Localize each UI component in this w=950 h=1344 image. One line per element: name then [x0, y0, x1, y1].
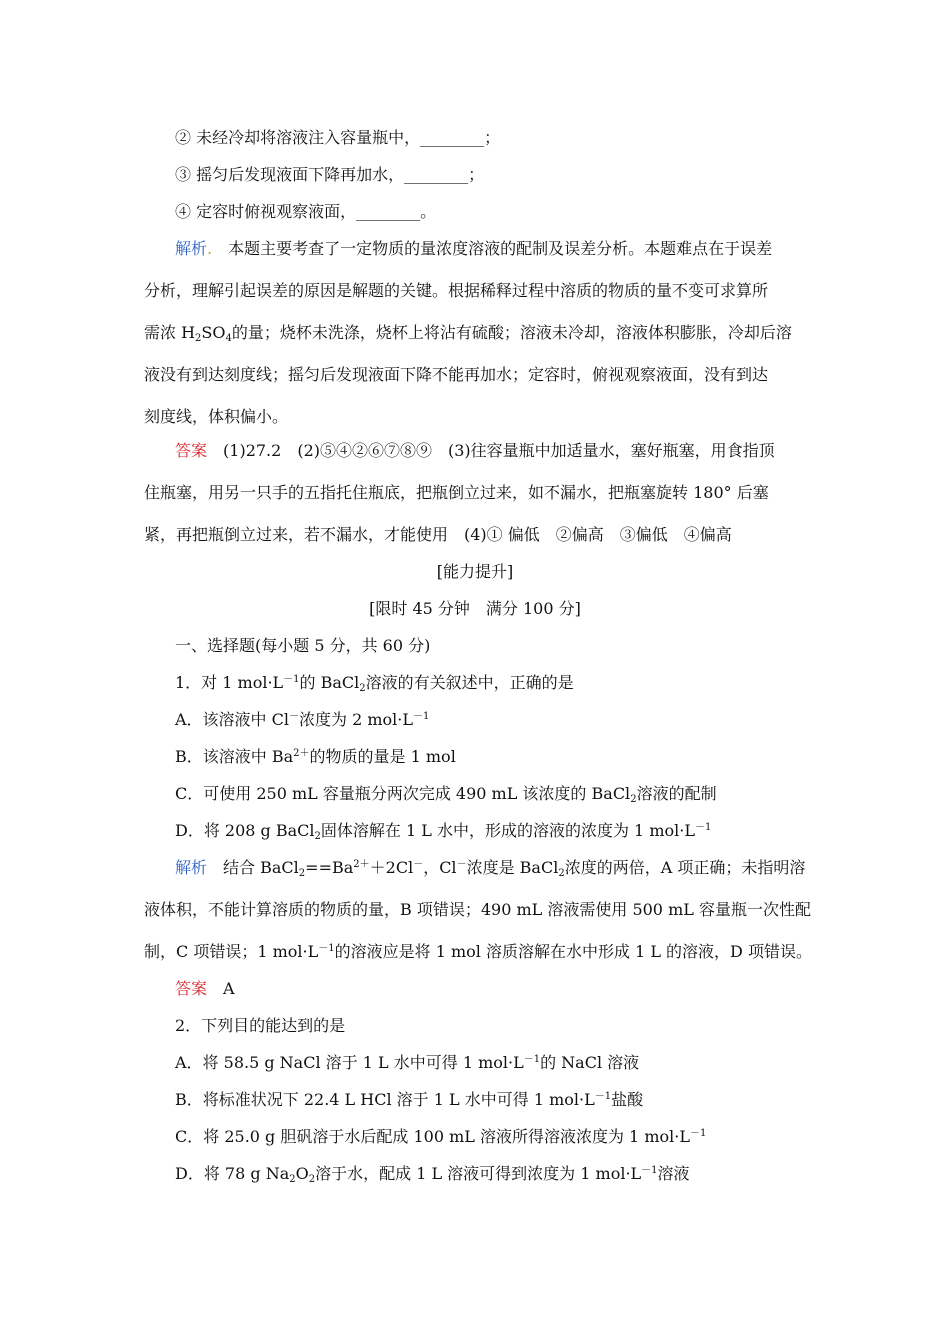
superscript: 2＋: [353, 859, 370, 870]
part-heading: 一、选择题(每小题 5 分，共 60 分): [175, 636, 431, 655]
text: 的溶液应是将 1 mol 溶质溶解在水中形成 1 L 的溶液，D 项错误。: [334, 942, 812, 961]
answer-label: 答案: [175, 979, 208, 998]
subscript: 2: [308, 1174, 316, 1185]
analysis-paragraph-line: 分析，理解引起误差的原因是解题的关键。根据稀释过程中溶质的物质的量不变可求算所: [144, 281, 769, 300]
text: 溶液的配制: [636, 784, 717, 803]
text: ，Cl: [423, 858, 457, 877]
question-1-option-c: [175, 784, 717, 804]
analysis-paragraph-line: 液没有到达刻度线；摇匀后发现液面下降不能再加水；定容时，俯视观察液面，没有到达: [144, 365, 769, 384]
superscript: －1: [283, 674, 300, 685]
answer-text: A: [223, 979, 235, 998]
subscript: 4: [225, 333, 232, 344]
analysis-text: 本题主要考查了一定物质的量浓度溶液的配制及误差分析。本题难点在于误差: [228, 239, 773, 258]
question-1-stem: [175, 673, 574, 693]
text: C．可使用 250 mL 容量瓶分两次完成 490 mL 该浓度的 BaCl: [175, 784, 631, 803]
superscript: －1: [641, 1165, 658, 1176]
text: 的 BaCl: [299, 673, 360, 692]
question-1-option-d: [175, 821, 711, 841]
text: O: [295, 1164, 309, 1183]
question-2-option-b: [175, 1090, 643, 1110]
analysis-paragraph-line: [144, 942, 812, 962]
superscript: －1: [413, 711, 430, 722]
text: 1．对 1 mol·L: [175, 673, 284, 692]
sub-question-4: ④ 定容时俯视观察液面，________。: [175, 202, 437, 221]
analysis-paragraph-line: [175, 239, 772, 259]
answer-paragraph-line: [175, 979, 235, 999]
answer-paragraph-line: 住瓶塞，用另一只手的五指托住瓶底，把瓶倒立过来，如不漏水，把瓶塞旋转 180° 后塞: [144, 483, 769, 502]
analysis-text: 需浓 H: [144, 323, 196, 342]
text: 制，C 项错误；1 mol·L: [144, 942, 319, 961]
analysis-paragraph-line: [144, 323, 792, 343]
question-2-option-d: [175, 1164, 690, 1184]
question-2-option-a: [175, 1053, 639, 1073]
text: C．将 25.0 g 胆矾溶于水后配成 100 mL 溶液所得溶液浓度为 1 mol·L: [175, 1127, 690, 1146]
subscript: 2: [289, 1174, 296, 1185]
subscript: 2: [195, 333, 202, 344]
text: 浓度的两倍，A 项正确；未指明溶: [564, 858, 806, 877]
subscript: 2: [314, 831, 321, 842]
answer-paragraph-line: [175, 441, 775, 461]
superscript: －: [413, 859, 424, 870]
analysis-label: 解析: [175, 239, 208, 258]
text: 溶于水，配成 1 L 溶液可得到浓度为 1 mol·L: [315, 1164, 642, 1183]
text: ==Ba: [305, 858, 354, 877]
superscript: －1: [594, 1091, 612, 1102]
text: 的物质的量是 1 mol: [309, 747, 456, 766]
superscript: －1: [689, 1128, 707, 1139]
text: 盐酸: [611, 1090, 644, 1109]
answer-label: 答案: [175, 441, 208, 460]
answer-text: (1)27.2 (2)⑤④②⑥⑦⑧⑨ (3)往容量瓶中加适量水，塞好瓶塞，用食指顶: [223, 441, 775, 460]
superscript: －: [456, 859, 467, 870]
text: ＋2Cl: [369, 858, 414, 877]
question-1-option-a: [175, 710, 429, 730]
text: A．该溶液中 Cl: [175, 710, 290, 729]
question-2-stem: 2．下列目的能达到的是: [175, 1016, 346, 1035]
text: B．该溶液中 Ba: [175, 747, 294, 766]
subscript: 2: [558, 868, 565, 879]
superscript: －1: [694, 822, 712, 833]
superscript: 2＋: [293, 748, 310, 759]
text: 浓度是 BaCl: [466, 858, 559, 877]
analysis-text: 的量；烧杯未洗涤，烧杯上将沾有硫酸；溶液未冷却，溶液体积膨胀，冷却后溶: [231, 323, 792, 342]
text: D．将 78 g Na: [175, 1164, 290, 1183]
subscript: 2: [359, 683, 366, 694]
text: A．将 58.5 g NaCl 溶于 1 L 水中可得 1 mol·L: [175, 1053, 524, 1072]
text: 的 NaCl 溶液: [540, 1053, 640, 1072]
subscript: 2: [298, 868, 306, 879]
analysis-paragraph-line: 液体积，不能计算溶质的物质的量，B 项错误；490 mL 溶液需使用 500 mL 容量瓶一次性配: [144, 900, 811, 919]
analysis-text: SO: [201, 323, 226, 342]
sub-question-2: ② 未经冷却将溶液注入容量瓶中，________；: [175, 128, 501, 147]
superscript: －: [289, 711, 300, 722]
text: B．将标准状况下 22.4 L HCl 溶于 1 L 水中可得 1 mol·L: [175, 1090, 595, 1109]
text: 固体溶解在 1 L 水中，形成的溶液的浓度为 1 mol·L: [320, 821, 695, 840]
superscript: －1: [523, 1054, 541, 1065]
text: D．将 208 g BaCl: [175, 821, 315, 840]
superscript: －1: [318, 943, 335, 954]
text: 溶液: [657, 1164, 690, 1183]
text: 浓度为 2 mol·L: [299, 710, 414, 729]
sub-question-3: ③ 摇匀后发现液面下降再加水，________；: [175, 165, 485, 184]
analysis-label: 解析: [175, 858, 208, 877]
answer-paragraph-line: 紧，再把瓶倒立过来，若不漏水，才能使用 (4)① 偏低 ②偏高 ③偏低 ④偏高: [144, 525, 732, 544]
subscript: 2: [630, 794, 637, 805]
analysis-paragraph-line: 刻度线，体积偏小。: [144, 407, 289, 426]
text: 结合 BaCl: [223, 858, 299, 877]
question-2-option-c: [175, 1127, 706, 1147]
text: 溶液的有关叙述中，正确的是: [365, 673, 574, 692]
section-title: [能力提升]: [436, 562, 514, 581]
question-1-option-b: [175, 747, 456, 767]
analysis-paragraph-line: [175, 858, 805, 878]
analysis-dot: .: [207, 239, 213, 258]
time-limit: [限时 45 分钟 满分 100 分]: [369, 599, 581, 618]
